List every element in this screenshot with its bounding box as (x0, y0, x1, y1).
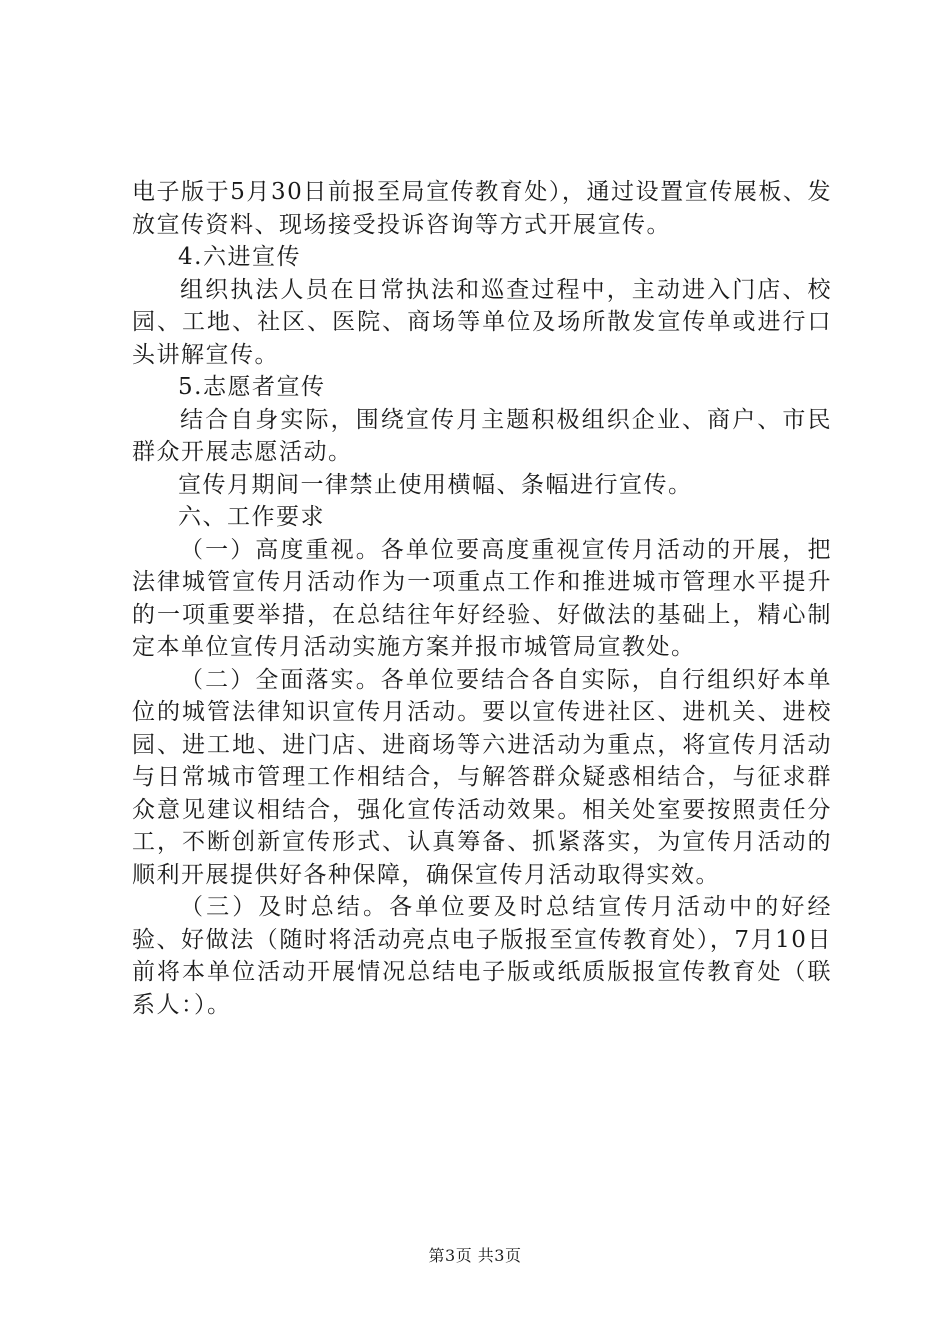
paragraph: 结合自身实际，围绕宣传月主题积极组织企业、商户、市民群众开展志愿活动。 (132, 406, 832, 465)
paragraph: 宣传月期间一律禁止使用横幅、条幅进行宣传。 (178, 471, 693, 498)
section-heading: 六、工作要求 (178, 504, 325, 530)
paragraph: （一）高度重视。各单位要高度重视宣传月活动的开展，把法律城管宣传月活动作为一项重点工作和推进城市管理水平提升的一项重要举措，在总结往年好经验、好做法的基础上，精心制定本单位宣传月活动实施方案并报市城管局宣教处。 (132, 536, 832, 660)
paragraph: （二）全面落实。各单位要结合各自实际，自行组织好本单位的城管法律知识宣传月活动。要以宣传进社区、进机关、进校园、进工地、进门店、进商场等六进活动为重点，将宣传月活动与日常城市管理工作相结合，与解答群众疑惑相结合，与征求群众意见建议相结合，强化宣传活动效果。相关处室要按照责任分工，不断创新宣传形式、认真筹备、抓紧落实，为宣传月活动的顺利开展提供好各种保障，确保宣传月活动取得实效。 (132, 666, 832, 888)
paragraph: （三）及时总结。各单位要及时总结宣传月活动中的好经验、好做法（随时将活动亮点电子版报至宣传教育处），7月10日前将本单位活动开展情况总结电子版或纸质版报宣传教育处（联系人：）。 (132, 894, 832, 1018)
document-body (132, 176, 832, 1021)
paragraph: 组织执法人员在日常执法和巡查过程中，主动进入门店、校园、工地、社区、医院、商场等单位及场所散发宣传单或进行口头讲解宣传。 (132, 276, 832, 368)
paragraph: 电子版于5月30日前报至局宣传教育处），通过设置宣传展板、发放宣传资料、现场接受投诉咨询等方式开展宣传。 (132, 179, 832, 238)
page-number: 第3页 共3页 (428, 1246, 522, 1265)
page-footer (0, 1243, 950, 1266)
paragraph: 4.六进宣传 (178, 244, 301, 270)
paragraph: 5.志愿者宣传 (178, 374, 326, 400)
